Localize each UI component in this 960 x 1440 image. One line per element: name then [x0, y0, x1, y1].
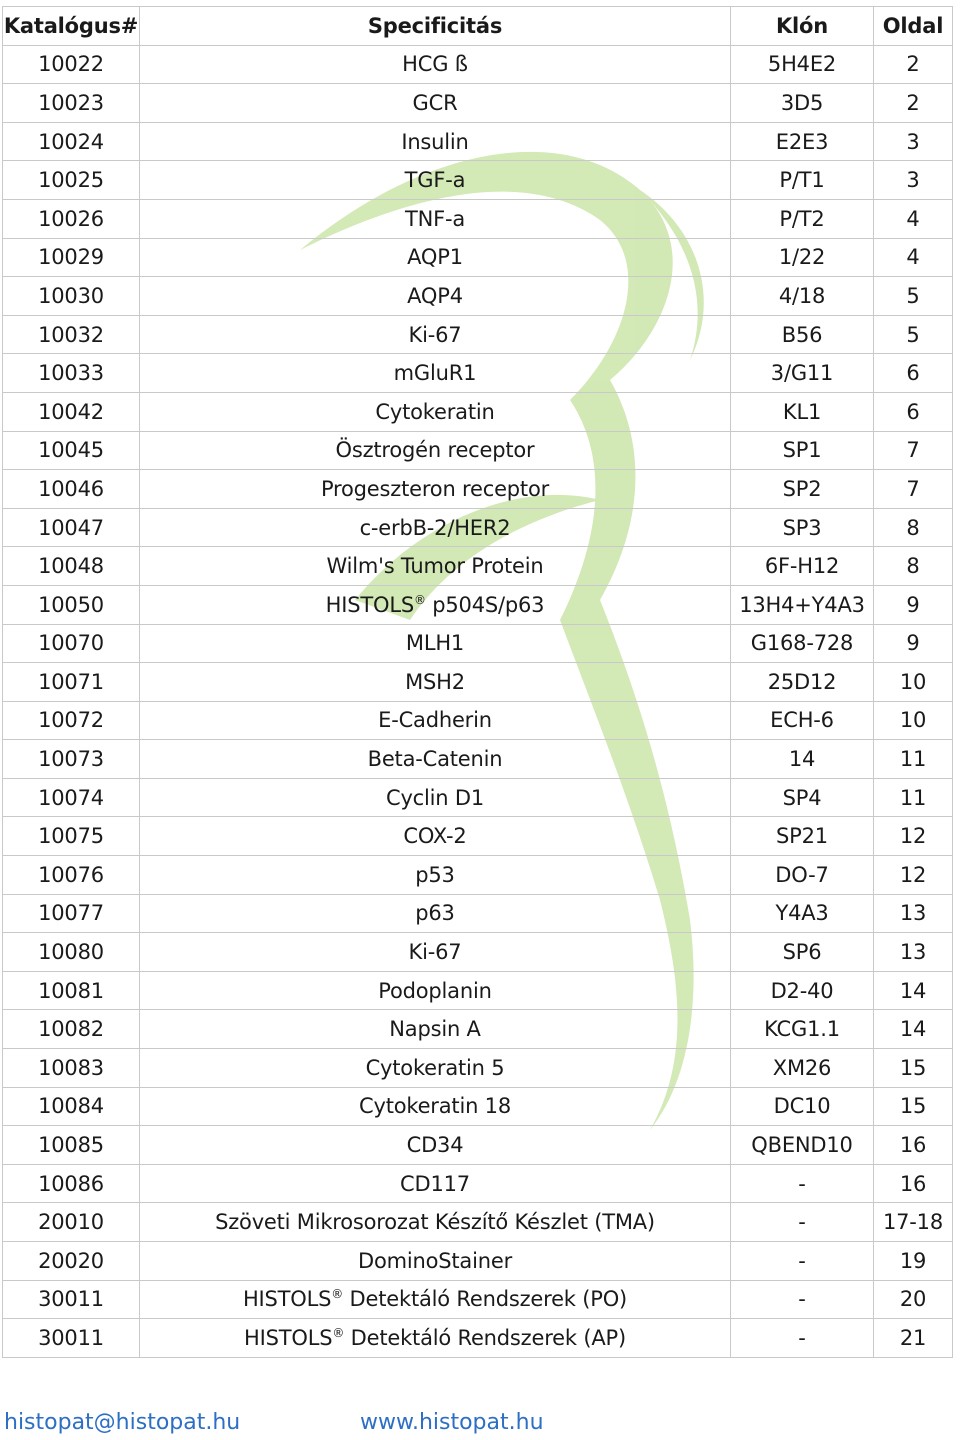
cell-clone: 13H4+Y4A3 [731, 585, 874, 624]
cell-page: 12 [874, 817, 953, 856]
table-row [3, 817, 953, 856]
cell-page: 9 [874, 624, 953, 663]
table-row [3, 547, 953, 586]
cell-catalog-number: 10081 [3, 971, 140, 1010]
cell-specificity: Insulin [140, 122, 731, 161]
header-clone: Klón [731, 7, 874, 46]
cell-clone: 25D12 [731, 663, 874, 702]
cell-clone: - [731, 1242, 874, 1281]
footer-website[interactable]: www.histopat.hu [360, 1410, 544, 1435]
cell-clone: P/T2 [731, 199, 874, 238]
cell-specificity: Ösztrogén receptor [140, 431, 731, 470]
cell-page: 15 [874, 1049, 953, 1088]
table-row [3, 701, 953, 740]
cell-specificity: c-erbB-2/HER2 [140, 508, 731, 547]
cell-page: 10 [874, 701, 953, 740]
cell-catalog-number: 10076 [3, 856, 140, 895]
cell-clone: QBEND10 [731, 1126, 874, 1165]
table-row [3, 431, 953, 470]
table-row [3, 315, 953, 354]
catalog-table [2, 6, 953, 1358]
cell-specificity: Wilm's Tumor Protein [140, 547, 731, 586]
cell-catalog-number: 10033 [3, 354, 140, 393]
cell-specificity: AQP1 [140, 238, 731, 277]
table-row [3, 778, 953, 817]
cell-specificity: Szöveti Mikrosorozat Készítő Készlet (TMA) [140, 1203, 731, 1242]
cell-catalog-number: 10086 [3, 1164, 140, 1203]
cell-catalog-number: 10084 [3, 1087, 140, 1126]
cell-clone: Y4A3 [731, 894, 874, 933]
cell-page: 19 [874, 1242, 953, 1281]
cell-clone: ECH-6 [731, 701, 874, 740]
cell-page: 3 [874, 122, 953, 161]
table-row [3, 971, 953, 1010]
registered-mark: ® [413, 592, 426, 607]
cell-specificity: HCG ß [140, 45, 731, 84]
cell-catalog-number: 10042 [3, 392, 140, 431]
cell-catalog-number: 10074 [3, 778, 140, 817]
cell-page: 3 [874, 161, 953, 200]
cell-clone: XM26 [731, 1049, 874, 1088]
cell-page: 9 [874, 585, 953, 624]
cell-catalog-number: 10047 [3, 508, 140, 547]
spec-rest: p504S/p63 [425, 592, 545, 617]
cell-page: 20 [874, 1280, 953, 1319]
table-row [3, 894, 953, 933]
table-row [3, 740, 953, 779]
cell-specificity: Ki-67 [140, 315, 731, 354]
cell-catalog-number: 10025 [3, 161, 140, 200]
table-row [3, 354, 953, 393]
cell-specificity: Ki-67 [140, 933, 731, 972]
spec-rest: Detektáló Rendszerek (AP) [344, 1325, 626, 1350]
table-row [3, 624, 953, 663]
cell-catalog-number: 10080 [3, 933, 140, 972]
cell-catalog-number: 10045 [3, 431, 140, 470]
cell-page: 4 [874, 238, 953, 277]
cell-specificity: TGF-a [140, 161, 731, 200]
cell-page: 5 [874, 277, 953, 316]
table-row [3, 470, 953, 509]
table-row [3, 1280, 953, 1319]
cell-page: 11 [874, 778, 953, 817]
cell-catalog-number: 20010 [3, 1203, 140, 1242]
cell-clone: B56 [731, 315, 874, 354]
cell-clone: - [731, 1319, 874, 1358]
cell-catalog-number: 10030 [3, 277, 140, 316]
cell-catalog-number: 10075 [3, 817, 140, 856]
cell-specificity: DominoStainer [140, 1242, 731, 1281]
cell-clone: DC10 [731, 1087, 874, 1126]
cell-page: 8 [874, 508, 953, 547]
cell-specificity: Beta-Catenin [140, 740, 731, 779]
cell-specificity: Cytokeratin 5 [140, 1049, 731, 1088]
table-row [3, 238, 953, 277]
cell-clone: P/T1 [731, 161, 874, 200]
table-row [3, 392, 953, 431]
cell-page: 14 [874, 1010, 953, 1049]
cell-catalog-number: 10070 [3, 624, 140, 663]
cell-catalog-number: 10023 [3, 84, 140, 123]
cell-clone: DO-7 [731, 856, 874, 895]
cell-specificity [140, 585, 731, 624]
spec-brand: HISTOLS [325, 592, 414, 617]
cell-catalog-number: 10073 [3, 740, 140, 779]
cell-clone: - [731, 1203, 874, 1242]
cell-catalog-number: 10083 [3, 1049, 140, 1088]
cell-page: 2 [874, 84, 953, 123]
cell-specificity: mGluR1 [140, 354, 731, 393]
cell-clone: 14 [731, 740, 874, 779]
table-row [3, 1203, 953, 1242]
table-row [3, 585, 953, 624]
cell-page: 8 [874, 547, 953, 586]
cell-clone: 3D5 [731, 84, 874, 123]
cell-catalog-number: 30011 [3, 1319, 140, 1358]
table-row [3, 663, 953, 702]
cell-catalog-number: 10048 [3, 547, 140, 586]
cell-page: 16 [874, 1126, 953, 1165]
cell-catalog-number: 10046 [3, 470, 140, 509]
cell-specificity: Cytokeratin [140, 392, 731, 431]
cell-clone: SP21 [731, 817, 874, 856]
cell-page: 7 [874, 431, 953, 470]
cell-catalog-number: 10029 [3, 238, 140, 277]
table-row [3, 1319, 953, 1358]
cell-page: 7 [874, 470, 953, 509]
cell-page: 21 [874, 1319, 953, 1358]
cell-clone: KCG1.1 [731, 1010, 874, 1049]
cell-clone: SP1 [731, 431, 874, 470]
header-page: Oldal [874, 7, 953, 46]
header-specificity: Specificitás [140, 7, 731, 46]
registered-mark: ® [331, 1287, 344, 1302]
cell-clone: G168-728 [731, 624, 874, 663]
cell-clone: - [731, 1164, 874, 1203]
cell-specificity: CD34 [140, 1126, 731, 1165]
table-row [3, 122, 953, 161]
cell-specificity: MSH2 [140, 663, 731, 702]
cell-catalog-number: 10050 [3, 585, 140, 624]
cell-clone: 6F-H12 [731, 547, 874, 586]
registered-mark: ® [332, 1325, 345, 1340]
cell-page: 4 [874, 199, 953, 238]
cell-specificity [140, 1280, 731, 1319]
table-row [3, 45, 953, 84]
table-row [3, 1242, 953, 1281]
spec-rest: Detektáló Rendszerek (PO) [343, 1287, 628, 1312]
cell-specificity: Napsin A [140, 1010, 731, 1049]
cell-catalog-number: 30011 [3, 1280, 140, 1319]
table-row [3, 1087, 953, 1126]
cell-page: 12 [874, 856, 953, 895]
footer-email[interactable]: histopat@histopat.hu [4, 1410, 241, 1435]
cell-specificity: E-Cadherin [140, 701, 731, 740]
cell-clone: SP3 [731, 508, 874, 547]
cell-page: 6 [874, 392, 953, 431]
table-row [3, 856, 953, 895]
cell-specificity: p53 [140, 856, 731, 895]
cell-page: 2 [874, 45, 953, 84]
cell-catalog-number: 10077 [3, 894, 140, 933]
cell-specificity: p63 [140, 894, 731, 933]
cell-specificity: TNF-a [140, 199, 731, 238]
table-row [3, 1049, 953, 1088]
table-row [3, 1126, 953, 1165]
cell-clone: 5H4E2 [731, 45, 874, 84]
table-body [3, 45, 953, 1357]
cell-specificity: CD117 [140, 1164, 731, 1203]
cell-clone: KL1 [731, 392, 874, 431]
cell-clone: 1/22 [731, 238, 874, 277]
header-catalog-number: Katalógus# [3, 7, 140, 46]
cell-specificity: GCR [140, 84, 731, 123]
cell-page: 17-18 [874, 1203, 953, 1242]
cell-specificity: Podoplanin [140, 971, 731, 1010]
cell-specificity: MLH1 [140, 624, 731, 663]
table-row [3, 1164, 953, 1203]
table-row [3, 933, 953, 972]
cell-page: 15 [874, 1087, 953, 1126]
cell-specificity: COX-2 [140, 817, 731, 856]
cell-catalog-number: 10072 [3, 701, 140, 740]
cell-clone: SP4 [731, 778, 874, 817]
cell-page: 11 [874, 740, 953, 779]
cell-specificity [140, 1319, 731, 1358]
cell-page: 5 [874, 315, 953, 354]
cell-catalog-number: 10085 [3, 1126, 140, 1165]
table-row [3, 277, 953, 316]
cell-clone: 3/G11 [731, 354, 874, 393]
cell-page: 13 [874, 894, 953, 933]
table-header-row [3, 7, 953, 46]
cell-clone: E2E3 [731, 122, 874, 161]
cell-clone: 4/18 [731, 277, 874, 316]
cell-specificity: Cytokeratin 18 [140, 1087, 731, 1126]
cell-clone: D2-40 [731, 971, 874, 1010]
cell-specificity: Cyclin D1 [140, 778, 731, 817]
table-row [3, 199, 953, 238]
cell-catalog-number: 10082 [3, 1010, 140, 1049]
cell-clone: SP6 [731, 933, 874, 972]
cell-clone: - [731, 1280, 874, 1319]
cell-specificity: Progeszteron receptor [140, 470, 731, 509]
cell-catalog-number: 10071 [3, 663, 140, 702]
table-row [3, 1010, 953, 1049]
cell-catalog-number: 10032 [3, 315, 140, 354]
cell-page: 6 [874, 354, 953, 393]
cell-page: 10 [874, 663, 953, 702]
spec-brand: HISTOLS [244, 1325, 333, 1350]
cell-catalog-number: 20020 [3, 1242, 140, 1281]
cell-page: 14 [874, 971, 953, 1010]
table-row [3, 508, 953, 547]
cell-catalog-number: 10022 [3, 45, 140, 84]
spec-brand: HISTOLS [242, 1287, 332, 1312]
cell-clone: SP2 [731, 470, 874, 509]
cell-page: 16 [874, 1164, 953, 1203]
cell-page: 13 [874, 933, 953, 972]
cell-catalog-number: 10024 [3, 122, 140, 161]
table-row [3, 161, 953, 200]
table-row [3, 84, 953, 123]
cell-specificity: AQP4 [140, 277, 731, 316]
cell-catalog-number: 10026 [3, 199, 140, 238]
